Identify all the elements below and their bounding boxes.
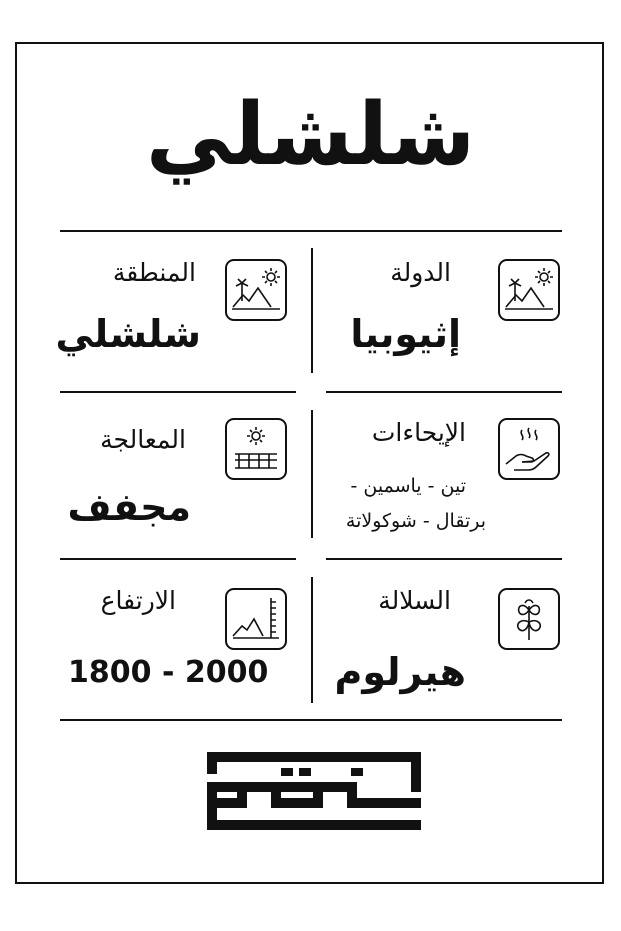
country-value: إثيوبيا — [350, 312, 461, 356]
brand-logo — [207, 752, 421, 830]
landscape-icon — [498, 259, 560, 321]
altitude-label: الارتفاع — [100, 586, 176, 615]
page-title: شلشلي — [145, 85, 476, 185]
divider-vertical-1 — [311, 248, 313, 373]
plant-icon — [498, 588, 560, 650]
divider-right-1 — [326, 391, 562, 393]
notes-label: الإيحاءات — [371, 418, 466, 447]
divider-vertical-2 — [311, 410, 313, 538]
divider-left-1 — [60, 391, 296, 393]
altitude-value: 1800 - 2000 — [68, 655, 269, 690]
altitude-icon — [225, 588, 287, 650]
divider-top — [60, 230, 562, 232]
divider-bottom — [60, 719, 562, 721]
notes-value-line2: برتقال - شوكولاتة — [345, 510, 486, 532]
process-value: مجفف — [67, 485, 191, 529]
sun-drying-icon — [225, 418, 287, 480]
divider-vertical-3 — [311, 577, 313, 703]
country-label: الدولة — [390, 258, 451, 287]
landscape-icon — [225, 259, 287, 321]
variety-label: السلالة — [378, 586, 451, 615]
divider-left-2 — [60, 558, 296, 560]
variety-value: هيرلوم — [334, 650, 466, 694]
process-label: المعالجة — [100, 425, 186, 454]
hand-steam-icon — [498, 418, 560, 480]
region-value: شلشلي — [55, 312, 201, 356]
divider-right-2 — [326, 558, 562, 560]
notes-value-line1: تين - ياسمين - — [350, 475, 466, 497]
region-label: المنطقة — [112, 258, 196, 287]
